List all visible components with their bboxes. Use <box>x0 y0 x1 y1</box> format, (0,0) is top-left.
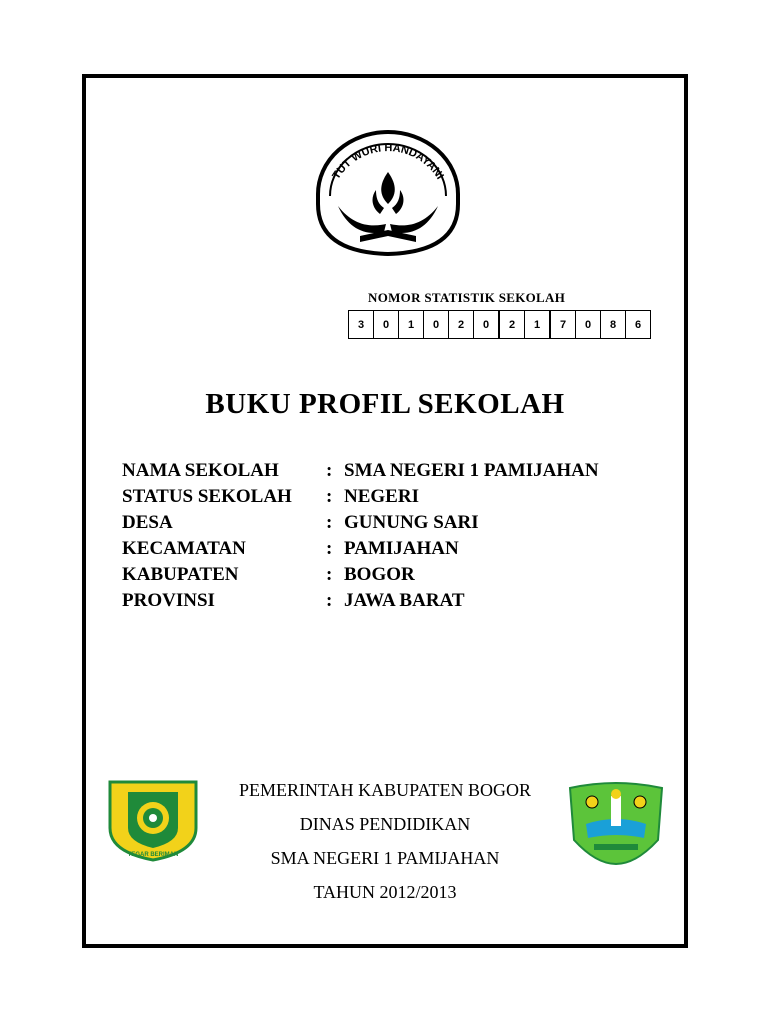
nss-digit: 1 <box>525 311 551 338</box>
nss-digit: 0 <box>576 311 601 338</box>
info-value: JAWA BARAT <box>344 590 465 611</box>
tut-wuri-handayani-logo <box>308 124 468 258</box>
nss-digit: 8 <box>601 311 626 338</box>
nss-digit: 2 <box>449 311 474 338</box>
info-label: PROVINSI <box>122 590 215 611</box>
bogor-logo-motto: TEGAR BERIMAN <box>127 852 179 858</box>
footer-line: PEMERINTAH KABUPATEN BOGOR <box>239 780 531 800</box>
emblem-motto: TUT WURI HANDAYANI <box>330 142 446 182</box>
page-title: BUKU PROFIL SEKOLAH <box>205 388 565 420</box>
footer-line: TAHUN 2012/2013 <box>313 882 457 902</box>
info-row <box>122 510 599 536</box>
info-label: DESA <box>122 512 173 533</box>
info-row <box>122 562 599 588</box>
info-colon: : <box>326 460 333 481</box>
info-label: KABUPATEN <box>122 564 239 585</box>
info-colon: : <box>326 538 333 559</box>
info-colon: : <box>326 564 333 585</box>
nss-digit: 0 <box>374 311 399 338</box>
info-colon: : <box>326 486 333 507</box>
info-row <box>122 536 599 562</box>
info-value: PAMIJAHAN <box>344 538 459 559</box>
nss-digit-boxes <box>348 310 651 339</box>
info-row <box>122 458 599 484</box>
info-value: NEGERI <box>344 486 419 507</box>
info-colon: : <box>326 590 333 611</box>
info-value: SMA NEGERI 1 PAMIJAHAN <box>344 460 599 481</box>
info-row <box>122 484 599 510</box>
nss-digit: 2 <box>500 311 525 338</box>
school-info-list <box>122 458 599 614</box>
info-label: STATUS SEKOLAH <box>122 486 292 507</box>
info-label: NAMA SEKOLAH <box>122 460 279 481</box>
nss-digit: 0 <box>424 311 449 338</box>
info-value: BOGOR <box>344 564 415 585</box>
nss-digit: 0 <box>474 311 500 338</box>
nss-digit: 6 <box>634 318 642 331</box>
footer-line: SMA NEGERI 1 PAMIJAHAN <box>270 848 500 868</box>
info-row <box>122 588 599 614</box>
nss-digit: 7 <box>551 311 576 338</box>
school-logo <box>566 780 666 866</box>
nss-label: NOMOR STATISTIK SEKOLAH <box>368 290 566 305</box>
nss-digit: 3 <box>349 311 374 338</box>
nss-digit: 1 <box>399 311 424 338</box>
info-label: KECAMATAN <box>122 538 246 559</box>
info-colon: : <box>326 512 333 533</box>
footer-line: DINAS PENDIDIKAN <box>299 814 471 834</box>
info-value: GUNUNG SARI <box>344 512 479 533</box>
document-frame <box>82 74 688 948</box>
